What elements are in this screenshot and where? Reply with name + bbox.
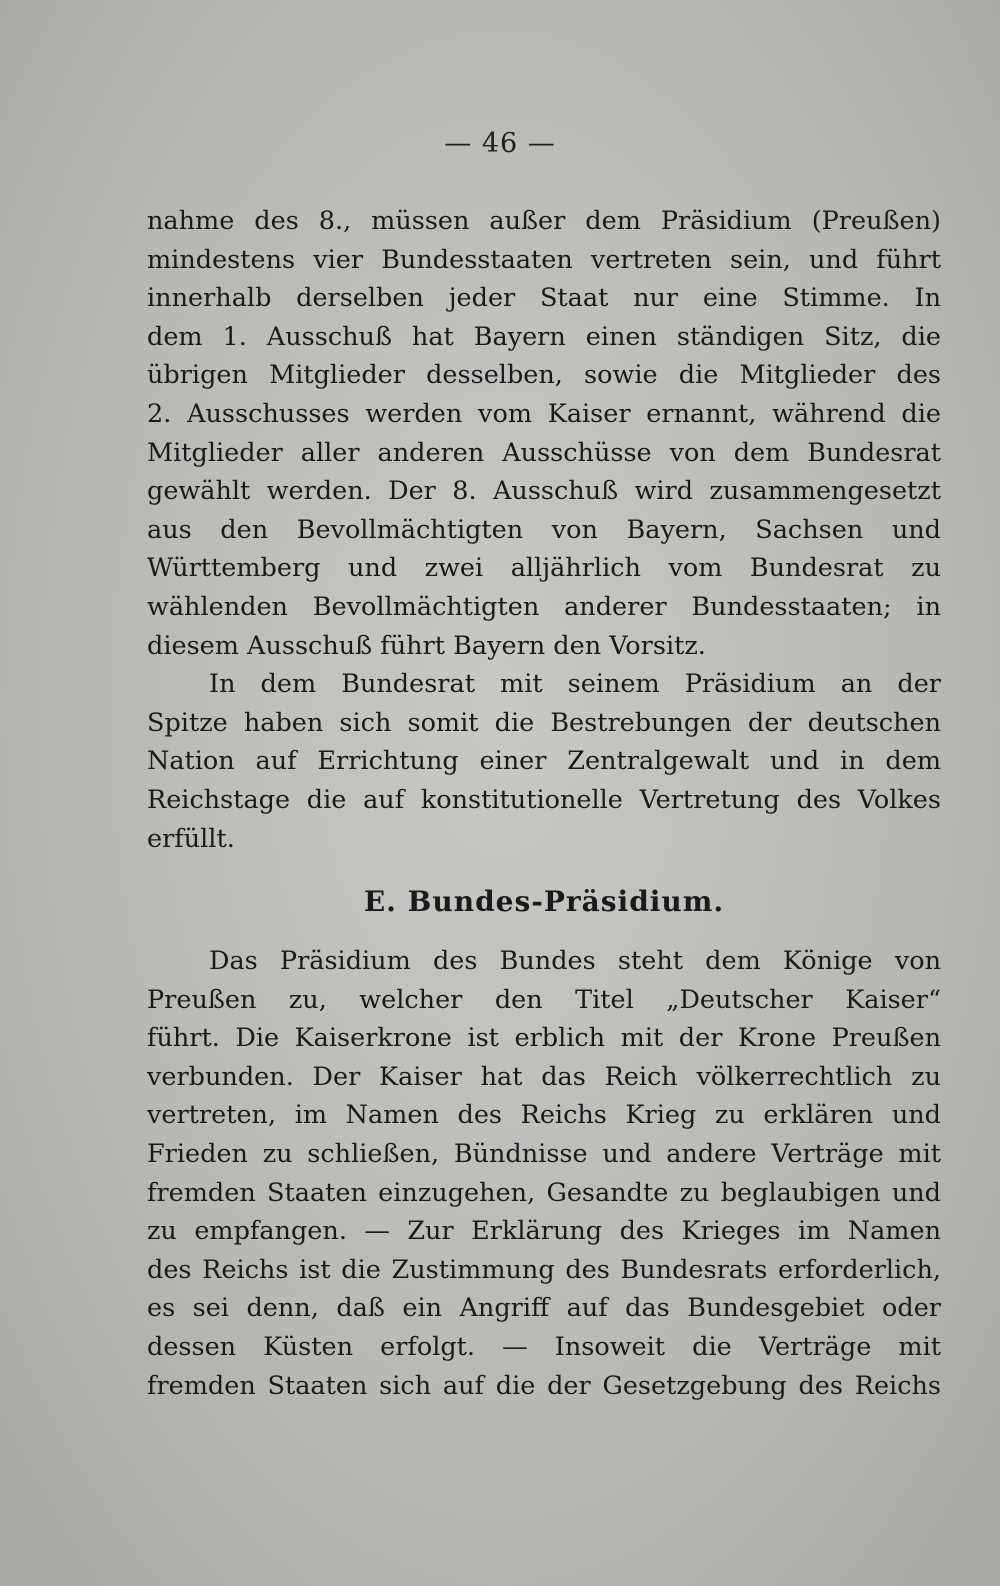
text-line: Preußen zu, welcher den Titel „Deutscher Kaiser“: [147, 984, 941, 1015]
text-line: nahme des 8., müssen außer dem Präsidium (Preußen): [147, 206, 941, 236]
text-line: zu empfangen. — Zur Erklärung des Krieges im Namen: [147, 1216, 941, 1247]
text-line: führt. Die Kaiserkrone ist erblich mit der Krone Preußen: [147, 1023, 941, 1054]
section-heading: E. Bundes-Präsidium.: [363, 885, 725, 919]
text-line: Reichstage die auf konstitutionelle Vertretung des Volkes: [147, 784, 941, 815]
text-line: Württemberg und zwei alljährlich vom Bundesrat zu: [147, 553, 941, 584]
text-line: Mitglieder aller anderen Ausschüsse von dem Bundesrat: [147, 437, 941, 468]
text-line: vertreten, im Namen des Reichs Krieg zu erklären und: [147, 1100, 941, 1131]
text-line: es sei denn, daß ein Angriff auf das Bundesgebiet oder: [147, 1293, 941, 1324]
text-line: 2. Ausschusses werden vom Kaiser ernannt, während die: [147, 398, 941, 429]
text-line: wählenden Bevollmächtigten anderer Bundesstaaten; in: [147, 591, 941, 622]
text-line: Das Präsidium des Bundes steht dem Könige von: [209, 946, 941, 977]
text-line: dem 1. Ausschuß hat Bayern einen ständigen Sitz, die: [147, 321, 941, 352]
text-line: mindestens vier Bundesstaaten vertreten sein, und führt: [147, 244, 941, 275]
text-line: dessen Küsten erfolgt. — Insoweit die Verträge mit: [147, 1332, 941, 1363]
text-line: gewählt werden. Der 8. Ausschuß wird zusammengesetzt: [147, 476, 941, 507]
text-line: aus den Bevollmächtigten von Bayern, Sachsen und: [147, 514, 941, 545]
text-line: Nation auf Errichtung einer Zentralgewalt und in dem: [147, 746, 941, 777]
text-line: diesem Ausschuß führt Bayern den Vorsitz.: [147, 630, 706, 661]
text-line: erfüllt.: [147, 823, 235, 854]
paragraph-committees: [147, 202, 941, 665]
paragraph-praesidium: [147, 942, 941, 1405]
text-line: fremden Staaten einzugehen, Gesandte zu beglaubigen und: [147, 1177, 941, 1208]
text-line: Spitze haben sich somit die Bestrebungen der deutschen: [147, 707, 941, 738]
text-line: verbunden. Der Kaiser hat das Reich völkerrechtlich zu: [147, 1061, 941, 1092]
text-line: übrigen Mitglieder desselben, sowie die Mitglieder des: [147, 360, 941, 391]
text-line: Frieden zu schließen, Bündnisse und andere Verträge mit: [147, 1139, 941, 1170]
page-text: [147, 202, 941, 1405]
text-line: innerhalb derselben jeder Staat nur eine Stimme. In: [147, 283, 941, 314]
paragraph-bundesrat: [147, 665, 941, 858]
text-line: In dem Bundesrat mit seinem Präsidium an der: [209, 669, 941, 700]
text-line: des Reichs ist die Zustimmung des Bundesrats erforderlich,: [147, 1254, 941, 1285]
page-number: — 46 —: [444, 128, 556, 159]
text-line: fremden Staaten sich auf die der Gesetzgebung des Reichs: [147, 1370, 941, 1401]
